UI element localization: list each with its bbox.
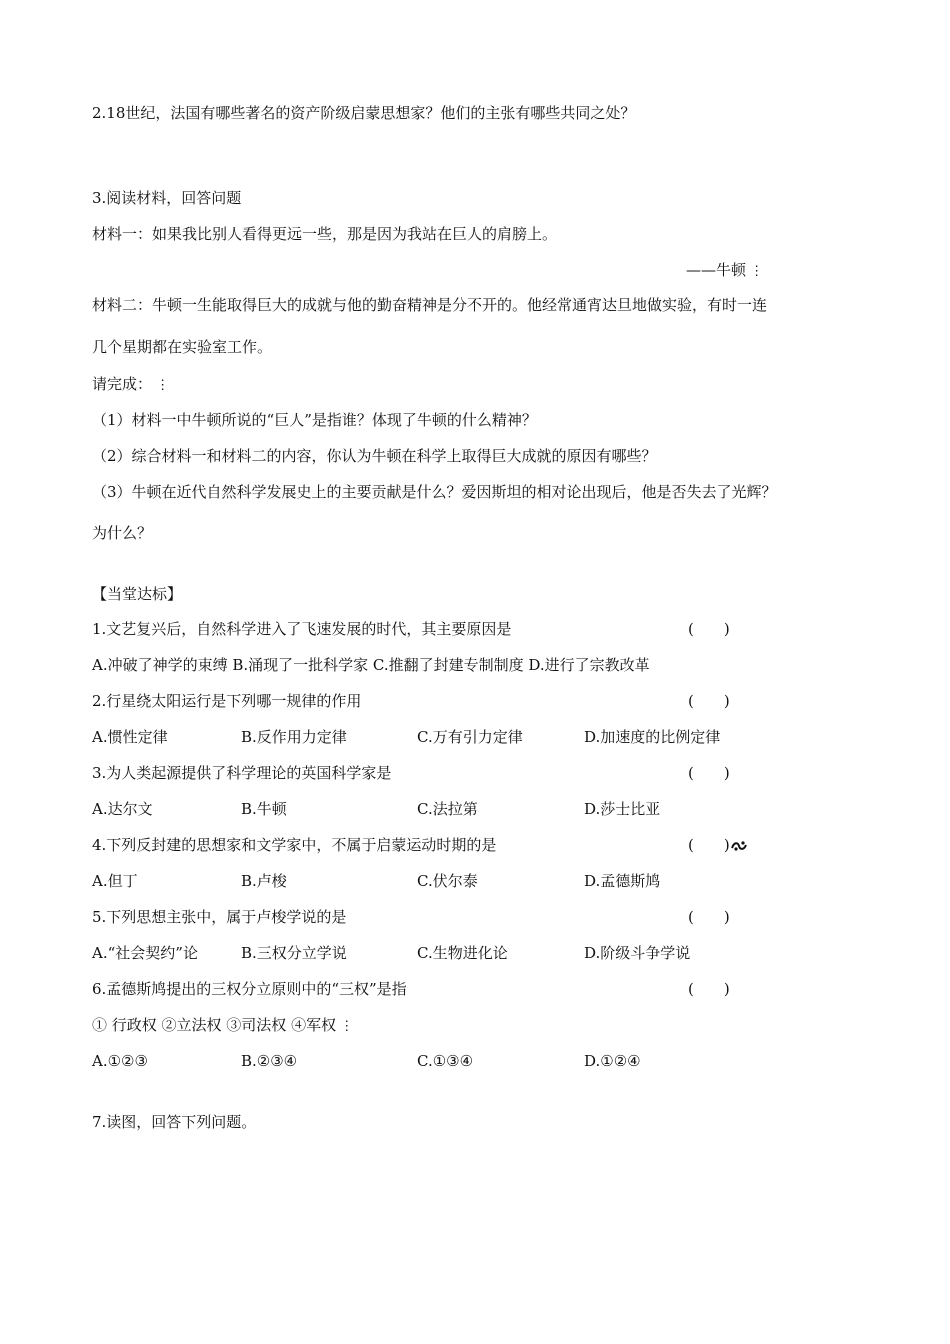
answer-blank: ( ) <box>688 764 730 782</box>
practice-q6-stem: 6.孟德斯鸠提出的三权分立原则中的“三权”是指 <box>92 980 407 998</box>
option-a: A.惯性定律 <box>92 728 168 746</box>
answer-blank: ( ) <box>688 620 730 638</box>
material-2-line-2: 几个星期都在实验室工作。 <box>92 338 273 356</box>
answer-blank: ( ) <box>688 835 750 855</box>
practice-q7: 7.读图，回答下列问题。 <box>92 1113 257 1131</box>
option-d: D.①②④ <box>584 1052 641 1070</box>
sub-question-3-line-1: （3）牛顿在近代自然科学发展史上的主要贡献是什么？爱因斯坦的相对论出现后，他是否失去了光辉？ <box>92 483 777 501</box>
marker-icon: ⋮ <box>336 1019 354 1034</box>
option-c: C.万有引力定律 <box>417 728 523 746</box>
sub-question-1: （1）材料一中牛顿所说的“巨人”是指谁？体现了牛顿的什么精神？ <box>92 411 537 429</box>
question-3-title: 3.阅读材料，回答问题 <box>92 189 242 207</box>
option-d: D.加速度的比例定律 <box>584 728 721 746</box>
sub-question-2: （2）综合材料一和材料二的内容，你认为牛顿在科学上取得巨大成就的原因有哪些？ <box>92 447 657 465</box>
option-b: B.反作用力定律 <box>241 728 347 746</box>
marker-icon: ⋮ <box>152 378 170 393</box>
material-1-source: ——牛顿 ⋮ <box>686 261 764 279</box>
practice-heading: 【当堂达标】 <box>92 585 183 603</box>
complete-label: 请完成： ⋮ <box>92 375 170 393</box>
option-b: B.牛顿 <box>241 800 287 818</box>
practice-q3-stem: 3.为人类起源提供了科学理论的英国科学家是 <box>92 764 392 782</box>
option-b: B.卢梭 <box>241 872 287 890</box>
option-a: A.“社会契约”论 <box>92 944 198 962</box>
option-d: D.孟德斯鸠 <box>584 872 661 890</box>
option-c: C.伏尔泰 <box>417 872 478 890</box>
practice-q5-stem: 5.下列思想主张中，属于卢梭学说的是 <box>92 908 347 926</box>
practice-q1-stem: 1.文艺复兴后，自然科学进入了飞速发展的时代，其主要原因是 <box>92 620 512 638</box>
answer-blank: ( ) <box>688 980 730 998</box>
option-d: D.莎士比亚 <box>584 800 661 818</box>
option-c: C.生物进化论 <box>417 944 508 962</box>
question-2: 2.18世纪，法国有哪些著名的资产阶级启蒙思想家？他们的主张有哪些共同之处？ <box>92 104 636 122</box>
option-c: C.法拉第 <box>417 800 478 818</box>
mark-icon <box>730 839 750 853</box>
option-a: A.但丁 <box>92 872 138 890</box>
material-2-line-1: 材料二：牛顿一生能取得巨大的成就与他的勤奋精神是分不开的。他经常通宵达旦地做实验，有时一连 <box>92 296 768 314</box>
option-d: D.阶级斗争学说 <box>584 944 691 962</box>
option-b: B.三权分立学说 <box>241 944 347 962</box>
practice-q2-stem: 2.行星绕太阳运行是下列哪一规律的作用 <box>92 692 362 710</box>
option-b: B.②③④ <box>241 1052 298 1070</box>
sub-question-3-line-2: 为什么？ <box>92 524 153 542</box>
practice-q1-options: A.冲破了神学的束缚 B.涌现了一批科学家 C.推翻了封建专制制度 D.进行了宗教改革 <box>92 656 650 674</box>
option-a: A.达尔文 <box>92 800 153 818</box>
practice-q6-items: ① 行政权 ②立法权 ③司法权 ④军权 ⋮ <box>92 1016 354 1034</box>
practice-q4-stem: 4.下列反封建的思想家和文学家中，不属于启蒙运动时期的是 <box>92 836 497 854</box>
marker-icon: ⋮ <box>746 264 764 279</box>
answer-blank: ( ) <box>688 692 730 710</box>
material-1: 材料一：如果我比别人看得更远一些，那是因为我站在巨人的肩膀上。 <box>92 225 558 243</box>
answer-blank: ( ) <box>688 908 730 926</box>
option-a: A.①②③ <box>92 1052 148 1070</box>
option-c: C.①③④ <box>417 1052 474 1070</box>
